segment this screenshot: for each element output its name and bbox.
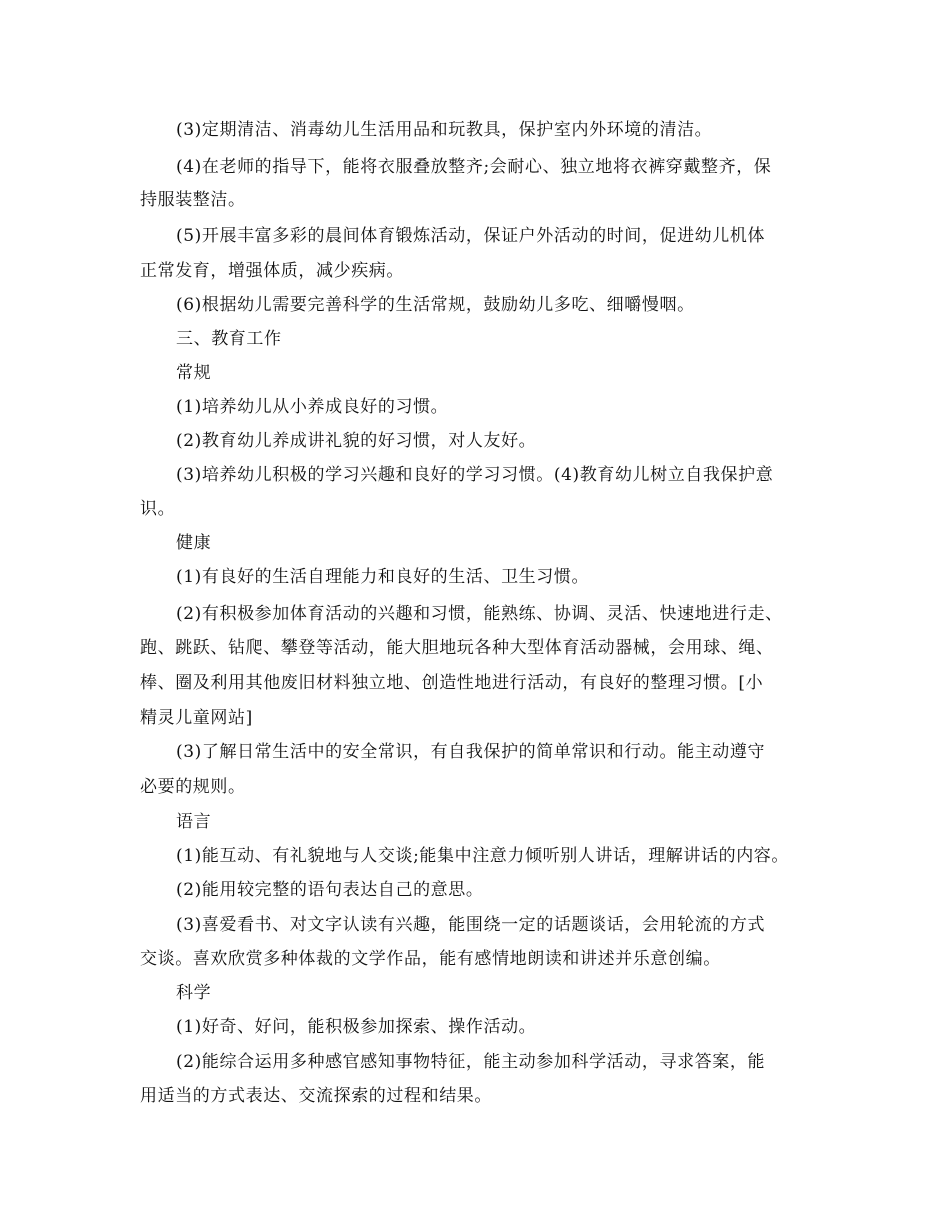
text-line: (6)根据幼儿需要完善科学的生活常规，鼓励幼儿多吃、细嚼慢咽。 xyxy=(176,295,695,315)
subsection-heading: 常规 xyxy=(176,363,212,383)
text-line: 棒、圈及利用其他废旧材料独立地、创造性地进行活动，有良好的整理习惯。[小 xyxy=(140,673,764,693)
text-line: (1)好奇、好问，能积极参加探索、操作活动。 xyxy=(176,1017,537,1037)
text-line: 必要的规则。 xyxy=(140,777,246,797)
text-line: 精灵儿童网站] xyxy=(140,708,253,728)
subsection-heading: 语言 xyxy=(176,812,212,832)
text-line: (2)教育幼儿养成讲礼貌的好习惯，对人友好。 xyxy=(176,431,537,451)
text-line: 正常发育，增强体质，减少疾病。 xyxy=(140,261,404,281)
subsection-heading: 健康 xyxy=(176,533,212,553)
text-line: (3)喜爱看书、对文字认读有兴趣，能围绕一定的话题谈话，会用轮流的方式 xyxy=(176,915,766,935)
text-line: (2)有积极参加体育活动的兴趣和习惯，能熟练、协调、灵活、快速地进行走、 xyxy=(176,604,783,624)
text-line: 用适当的方式表达、交流探索的过程和结果。 xyxy=(140,1086,492,1106)
text-line: (2)能用较完整的语句表达自己的意思。 xyxy=(176,880,484,900)
text-line: (5)开展丰富多彩的晨间体育锻炼活动，保证户外活动的时间，促进幼儿机体 xyxy=(176,226,766,246)
section-heading: 三、教育工作 xyxy=(176,329,282,349)
text-line: (3)了解日常生活中的安全常识，有自我保护的简单常识和行动。能主动遵守 xyxy=(176,742,766,762)
text-line: (1)有良好的生活自理能力和良好的生活、卫生习惯。 xyxy=(176,567,590,587)
text-line: 跑、跳跃、钻爬、攀登等活动，能大胆地玩各种大型体育活动器械，会用球、绳、 xyxy=(140,638,774,658)
text-line: (3)定期清洁、消毒幼儿生活用品和玩教具，保护室内外环境的清洁。 xyxy=(176,120,713,140)
text-line: 识。 xyxy=(140,499,176,519)
text-line: (4)在老师的指导下，能将衣服叠放整齐;会耐心、独立地将衣裤穿戴整齐，保 xyxy=(176,157,772,177)
text-line: (3)培养幼儿积极的学习兴趣和良好的学习习惯。(4)教育幼儿树立自我保护意 xyxy=(176,465,774,485)
text-line: (2)能综合运用多种感官感知事物特征，能主动参加科学活动，寻求答案，能 xyxy=(176,1052,766,1072)
text-line: (1)培养幼儿从小养成良好的习惯。 xyxy=(176,397,449,417)
text-line: 持服装整洁。 xyxy=(140,190,246,210)
text-line: 交谈。喜欢欣赏多种体裁的文学作品，能有感情地朗读和讲述并乐意创编。 xyxy=(140,949,721,969)
subsection-heading: 科学 xyxy=(176,983,212,1003)
text-line: (1)能互动、有礼貌地与人交谈;能集中注意力倾听别人讲话，理解讲话的内容。 xyxy=(176,846,790,866)
